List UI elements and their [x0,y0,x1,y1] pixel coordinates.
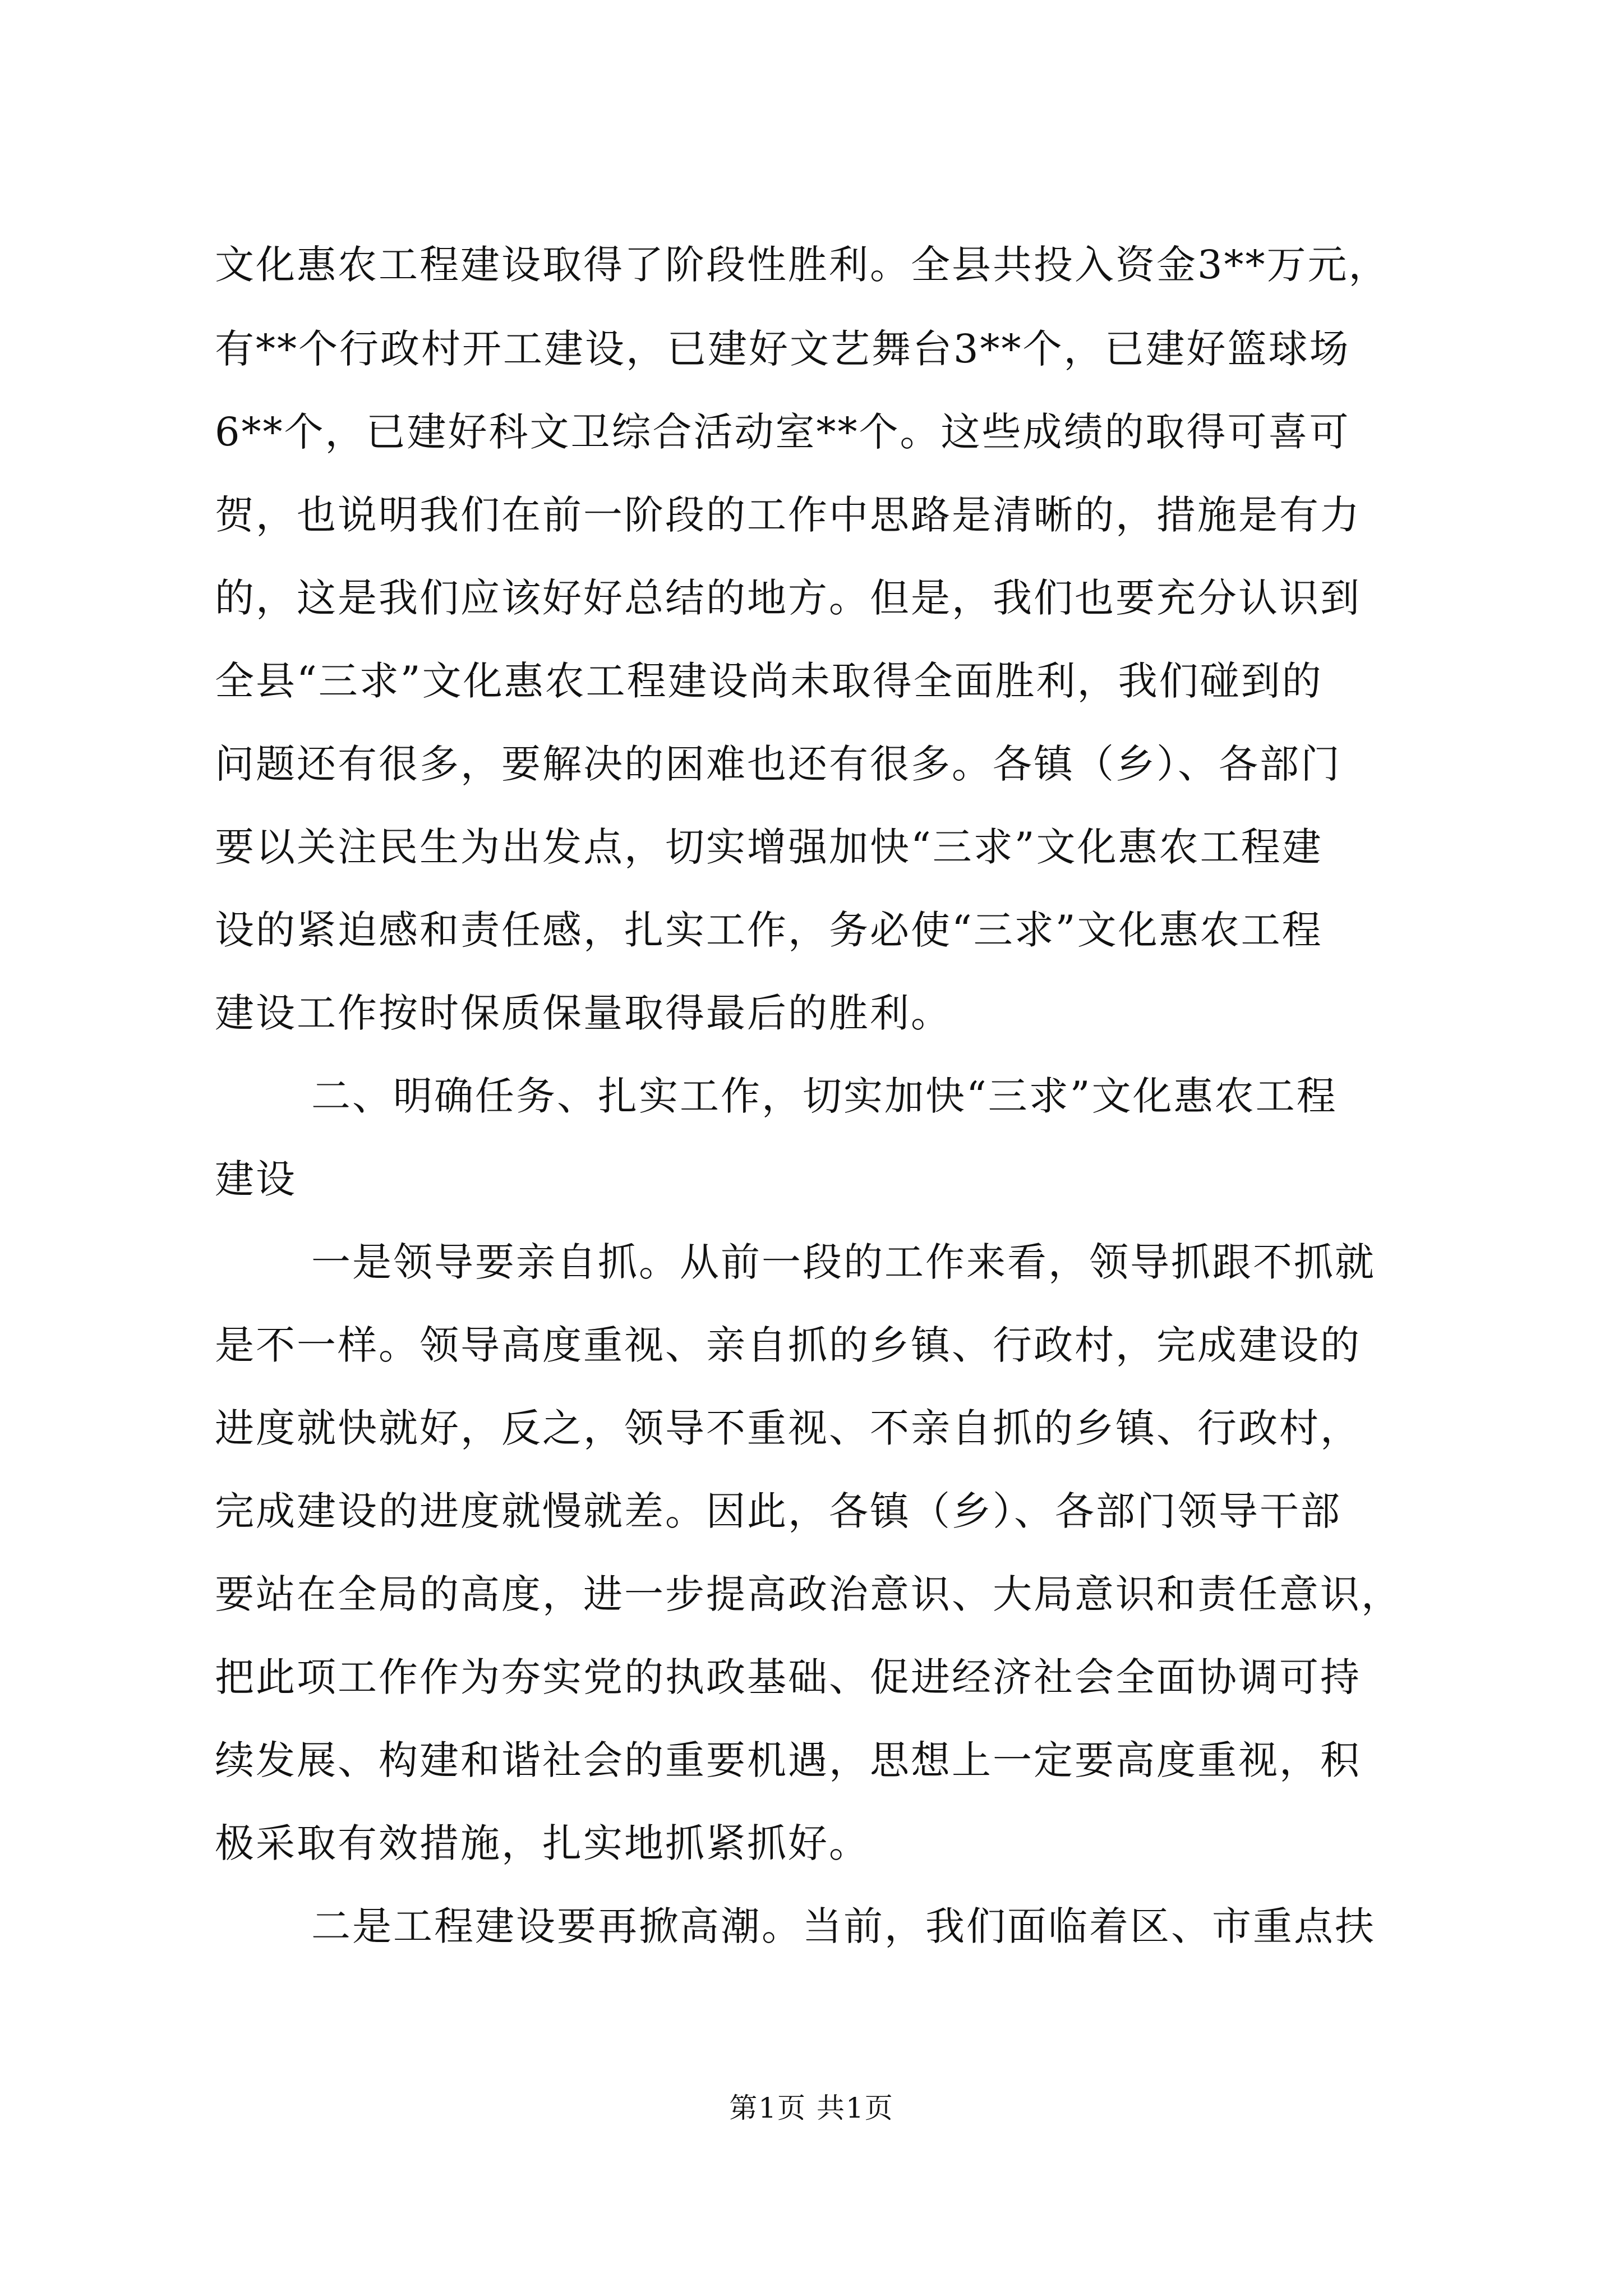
section-heading-line-1: 二、明确任务、扎实工作，切实加快“三求”文化惠农工程 [311,1073,1338,1119]
text-line-3: 6**个，已建好科文卫综合活动室**个。这些成绩的取得可喜可 [215,409,1350,455]
text-line-14: 是不一样。领导高度重视、亲自抓的乡镇、行政村，完成建设的 [215,1322,1361,1368]
text-line-1: 文化惠农工程建设取得了阶段性胜利。全县共投入资金3**万元， [215,242,1390,288]
text-line-13: 一是领导要亲自抓。从前一段的工作来看，领导抓跟不抓就 [311,1239,1376,1285]
page-number-footer: 第1页 共1页 [729,2092,894,2124]
text-line-4: 贺，也说明我们在前一阶段的工作中思路是清晰的，措施是有力 [215,492,1361,538]
section-heading-line-2: 建设 [215,1156,297,1202]
text-line-8: 要以关注民生为出发点，切实增强加快“三求”文化惠农工程建 [215,824,1323,870]
text-line-2: 有**个行政村开工建设，已建好文艺舞台3**个，已建好篮球场 [215,326,1350,372]
text-line-15: 进度就快就好，反之，领导不重视、不亲自抓的乡镇、行政村， [215,1405,1361,1451]
text-line-16: 完成建设的进度就慢就差。因此，各镇（乡）、各部门领导干部 [215,1488,1341,1534]
text-line-7: 问题还有很多，要解决的困难也还有很多。各镇（乡）、各部门 [215,741,1341,787]
text-line-9: 设的紧迫感和责任感，扎实工作，务必使“三求”文化惠农工程 [215,907,1323,953]
text-line-5: 的，这是我们应该好好总结的地方。但是，我们也要充分认识到 [215,575,1361,621]
text-line-18: 把此项工作作为夯实党的执政基础、促进经济社会全面协调可持 [215,1654,1361,1700]
text-line-17: 要站在全局的高度，进一步提高政治意识、大局意识和责任意识， [215,1571,1402,1617]
text-line-10: 建设工作按时保质保量取得最后的胜利。 [215,990,952,1036]
text-line-21: 二是工程建设要再掀高潮。当前，我们面临着区、市重点扶 [311,1903,1376,1949]
text-line-20: 极采取有效措施，扎实地抓紧抓好。 [215,1820,870,1866]
text-line-6: 全县“三求”文化惠农工程建设尚未取得全面胜利，我们碰到的 [215,658,1323,704]
text-line-19: 续发展、构建和谐社会的重要机遇，思想上一定要高度重视，积 [215,1737,1361,1783]
